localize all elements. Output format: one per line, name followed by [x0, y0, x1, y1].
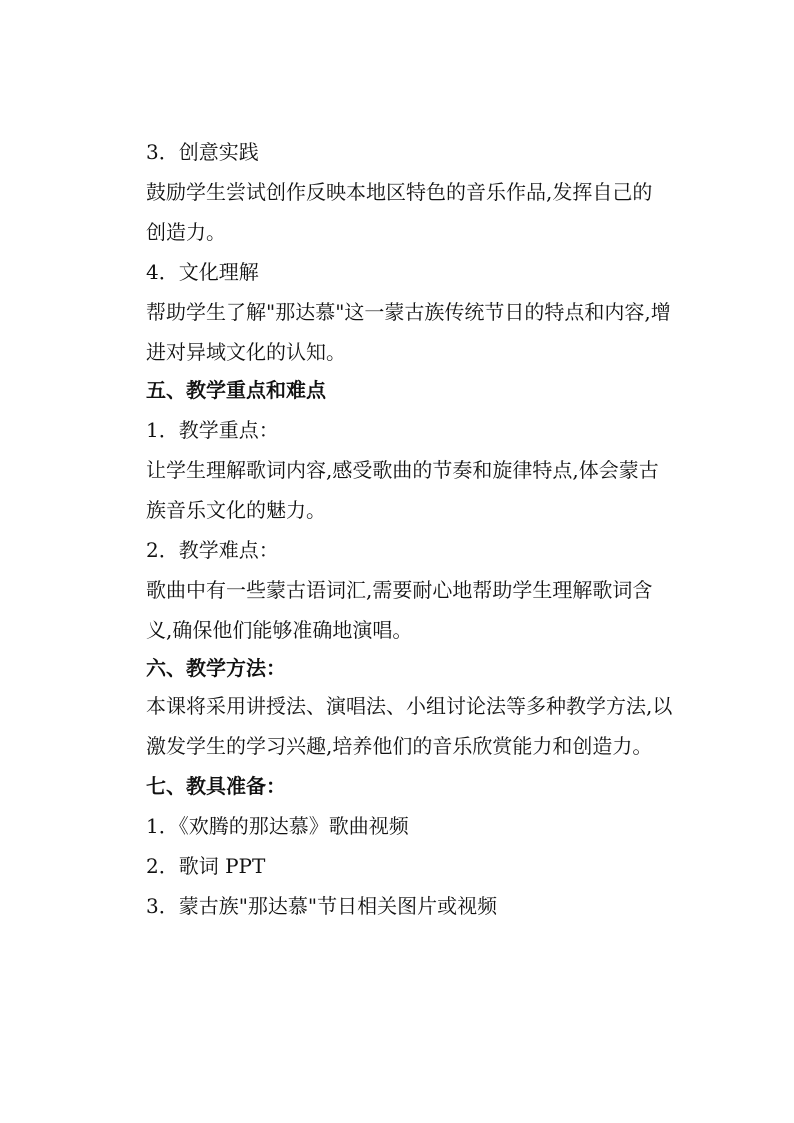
paragraph-cultural-understanding — [146, 292, 698, 372]
section-heading-teaching-aids: 七、教具准备： — [146, 774, 286, 798]
paragraph-line: 帮助学生了解"那达慕"这一蒙古族传统节日的特点和内容,增 — [146, 300, 671, 324]
list-item-festival-media: 3．蒙古族"那达慕"节日相关图片或视频 — [146, 894, 498, 918]
subheading-teaching-focus: 1．教学重点： — [146, 418, 279, 442]
paragraph-line: 激发学生的学习兴趣,培养他们的音乐欣赏能力和创造力。 — [146, 734, 653, 758]
list-item-lyrics-ppt: 2．歌词 PPT — [146, 854, 266, 878]
paragraph-line: 歌曲中有一些蒙古语词汇,需要耐心地帮助学生理解歌词含 — [146, 578, 653, 602]
paragraph-line: 义,确保他们能够准确地演唱。 — [146, 618, 413, 642]
subheading-creative-practice: 3．创意实践 — [146, 140, 259, 164]
paragraph-line: 创造力。 — [146, 220, 226, 244]
paragraph-line: 鼓励学生尝试创作反映本地区特色的音乐作品,发挥自己的 — [146, 180, 653, 204]
paragraph-line: 让学生理解歌词内容,感受歌曲的节奏和旋律特点,体会蒙古 — [146, 458, 659, 482]
paragraph-line: 本课将采用讲授法、演唱法、小组讨论法等多种教学方法,以 — [146, 694, 673, 718]
paragraph-line: 族音乐文化的魅力。 — [146, 498, 326, 522]
paragraph-teaching-focus — [146, 450, 698, 530]
paragraph-line: 进对异域文化的认知。 — [146, 340, 346, 364]
paragraph-teaching-methods — [146, 686, 698, 766]
subheading-teaching-difficulty: 2．教学难点： — [146, 538, 279, 562]
paragraph-teaching-difficulty — [146, 570, 698, 650]
list-item-song-video: 1．《欢腾的那达慕》歌曲视频 — [146, 814, 409, 838]
subheading-cultural-understanding: 4．文化理解 — [146, 260, 259, 284]
paragraph-creative-practice — [146, 172, 698, 252]
section-heading-teaching-methods: 六、教学方法： — [146, 656, 286, 680]
section-heading-key-points: 五、教学重点和难点 — [146, 378, 326, 402]
